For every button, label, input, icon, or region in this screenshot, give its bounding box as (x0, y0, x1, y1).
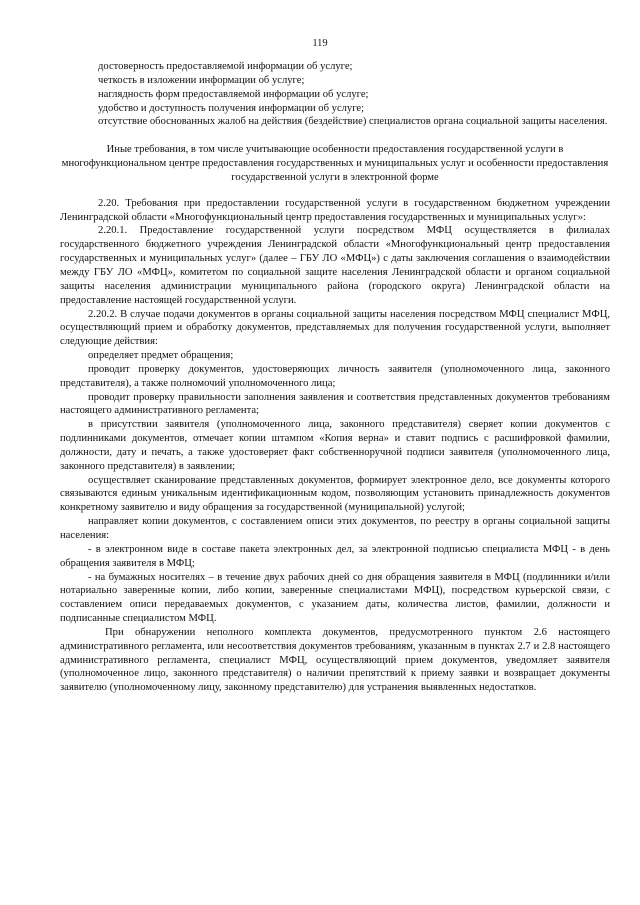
section-heading: Иные требования, в том числе учитывающие особенности предоставления государственной услуги в многофункциональном центре предоставления государственных и муниципальных услуг и особенности предоставления государственной услуги в электронной форме (61, 144, 609, 183)
paragraph-2-20-2: 2.20.2. В случае подачи документов в органы социальной защиты населения посредством МФЦ специалист МФЦ, осуществляющий прием и обработку документов, представляемых для получения государственной услуги, выполняет следующие действия: (60, 308, 610, 348)
action-item: проводит проверку документов, удостоверяющих личность заявителя (уполномоченного лица, законного представителя), а также полномочий уполномоченного лица; (60, 363, 610, 389)
paragraph-2-20: 2.20. Требования при предоставлении государственной услуги в государственном бюджетном учреждении Ленинградской области «Многофункциональный центр предоставления государственных и муниципальных услуг»: (60, 197, 610, 223)
intro-item: отсутствие обоснованных жалоб на действия (бездействие) специалистов органа социальной защиты населения. (98, 116, 608, 128)
page-number: 119 (312, 38, 328, 49)
delivery-item: - в электронном виде в составе пакета электронных дел, за электронной подписью специалиста МФЦ - в день обращения заявителя в МФЦ; (60, 543, 610, 569)
delivery-item: - на бумажных носителях – в течение двух рабочих дней со дня обращения заявителя в МФЦ (подлинники и/или нотариально заверенные копии, либо копии, заверенные специалистами МФЦ), посредством курьерской связи, с составлением описи передаваемых документов, с указанием даты, количества листов, фамилии, должности и подписанные специалистом МФЦ. (60, 571, 610, 625)
intro-item: четкость в изложении информации об услуге; (98, 74, 305, 86)
action-item: определяет предмет обращения; (88, 350, 234, 362)
intro-item: достоверность предоставляемой информации об услуге; (98, 61, 353, 72)
intro-item: наглядность форм предоставляемой информации об услуге; (98, 88, 369, 100)
final-paragraph: При обнаружении неполного комплекта документов, предусмотренного пунктом 2.6 настоящего административного регламента, или несоответствия документов требованиям, указанным в пунктах 2.7 и 2.8 настоящего административного регламента, специалист МФЦ, осуществляющий прием документов, уведомляет заявителя (уполномоченное лицо, законного представителя) о наличии препятствий к приему заявки и возвращает документы заявителю (уполномоченному лицу, законному представителю) для устранения выявленных недостатков. (60, 626, 610, 694)
action-item: осуществляет сканирование представленных документов, формирует электронное дело, все документы которого связываются единым уникальным идентификационным кодом, позволяющим установить принадлежность документов конкретному заявителю и виду обращения за государственной (муниципальной) услугой; (60, 474, 610, 514)
paragraph-2-20-1: 2.20.1. Предоставление государственной услуги посредством МФЦ осуществляется в филиалах государственного бюджетного учреждения Ленинградской области «Многофункциональный центр предоставления государственных и муниципальных услуг» (далее – ГБУ ЛО «МФЦ») с даты заключения соглашения о взаимодействии между ГБУ ЛО «МФЦ», комитетом по социальной защите населения Ленинградской области и органом социальной защиты населения администрации муниципального района (городского округа) Ленинградской области на предоставление настоящей государственной услуги. (60, 225, 610, 306)
page-body (60, 60, 610, 695)
action-item: проводит проверку правильности заполнения заявления и соответствия представленных документов требованиям настоящего административного регламента; (60, 391, 610, 417)
action-item: направляет копии документов, с составлением описи этих документов, по реестру в органы социальной защиты населения: (60, 516, 610, 541)
intro-item: удобство и доступность получения информации об услуге; (98, 102, 365, 114)
action-item: в присутствии заявителя (уполномоченного лица, законного представителя) сверяет копии документов с подлинниками документов, отмечает копии штампом «Копия верна» и ставит подпись с расшифровкой фамилии, должности, дату и печать, а также удостоверяет факт собственноручной подписи заявителя (уполномоченного лица, законного представителя) в заявлении; (60, 419, 610, 472)
